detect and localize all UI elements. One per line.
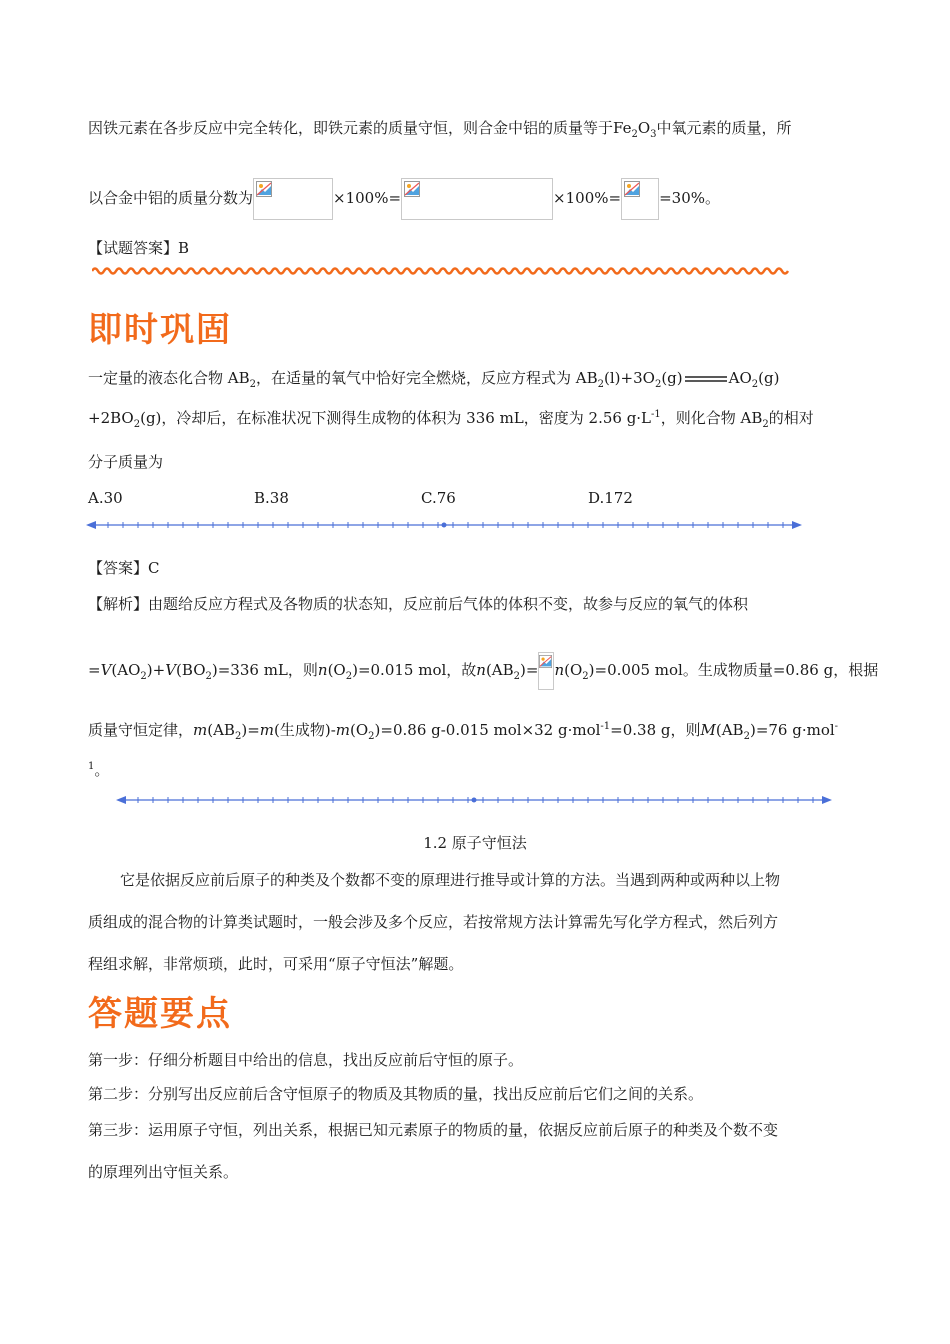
broken-image-icon [539,655,552,668]
option-a: A.30 [88,489,123,507]
option-d: D.172 [588,489,633,507]
heading-key-points: 答题要点 [88,994,232,1034]
analysis-line4: $^1$。 [88,761,110,779]
equilibrium-equals-sign [683,374,729,384]
ruler-center-dot [442,523,447,528]
para2-line3: 程组求解，非常烦琐，此时，可采用“原子守恒法”解题。 [88,955,464,973]
formula-image-3 [621,178,659,220]
broken-image-icon [404,181,420,197]
broken-image-icon [624,181,640,197]
question-line2: $+2BO_2(g)$，冷却后，在标准状况下测得生成物的体积为 336 mL，密度为 2.56 $g\cdot L^{-1}$，则化合物 $AB_2$的相对 [88,409,814,430]
step-3: 第三步：运用原子守恒，列出关系，根据已知元素原子的物质的量，依据反应前后原子的种类及个数不变 [88,1121,779,1139]
arrow-right-icon [792,521,802,529]
ruler-center-dot [472,798,477,803]
analysis-line2: $=V(AO_2)+V(BO_2)=336$ mL，则$n(O_2)=0.015$ mol，故$n(AB_2)=$ $n(O_2)=0.005$ mol。生成物质量=0.86 g，根据 [88,652,878,690]
arrow-left-icon [86,521,96,529]
para2-line1: 它是依据反应前后原子的种类及个数都不变的原理进行推导或计算的方法。当遇到两种或两种以上物 [120,871,781,889]
para2-line2: 质组成的混合物的计算类试题时，一般会涉及多个反应，若按常规方法计算需先写化学方程式，然后列方 [88,913,779,931]
formula-image-2 [401,178,553,220]
arrow-right-icon [822,796,832,804]
para1-line2: 以合金中铝的质量分数为 ×100%= ×100%= =30%。 [88,176,720,220]
fraction-image [538,652,554,690]
para1-line1: 因铁元素在各步反应中完全转化，即铁元素的质量守恒，则合金中铝的质量等于$Fe_2O_3$中氧元素的质量，所 [88,119,792,140]
analysis-line1: 【解析】由题给反应方程式及各物质的状态知，反应前后气体的体积不变，故参与反应的氧气的体积 [88,595,749,613]
section-title: 1.2 原子守恒法 [423,834,527,852]
step-2: 第二步：分别写出反应前后含守恒原子的物质及其物质的量，找出反应前后它们之间的关系。 [88,1085,704,1103]
heading-consolidation: 即时巩固 [88,310,232,350]
formula-image-1 [253,178,333,220]
step-1: 第一步：仔细分析题目中给出的信息，找出反应前后守恒的原子。 [88,1051,524,1069]
ruler-divider-1 [86,518,806,532]
option-b: B.38 [254,489,289,507]
wavy-divider [92,264,792,278]
arrow-left-icon [116,796,126,804]
analysis-line3: 质量守恒定律，$m(AB_2)=m$(生成物)$-m(O_2)=0.86$ g-0.015 mol×32 g·mol$^{-1}$=0.38 g，则$M(AB_2)=76$ g·mol- [88,721,839,742]
question-line1: 一定量的液态化合物 $AB_2$，在适量的氧气中恰好完全燃烧，反应方程式为 $AB_2(l)+3O_2(g)$ $AO_2(g)$ [88,369,780,390]
option-c: C.76 [421,489,456,507]
broken-image-icon [256,181,272,197]
ruler-divider-2 [116,793,836,807]
answer-1: 【试题答案】B [88,239,190,257]
step-3-continued: 的原理列出守恒关系。 [88,1163,239,1181]
question-line3: 分子质量为 [88,453,164,471]
answer-2: 【答案】C [88,559,160,577]
